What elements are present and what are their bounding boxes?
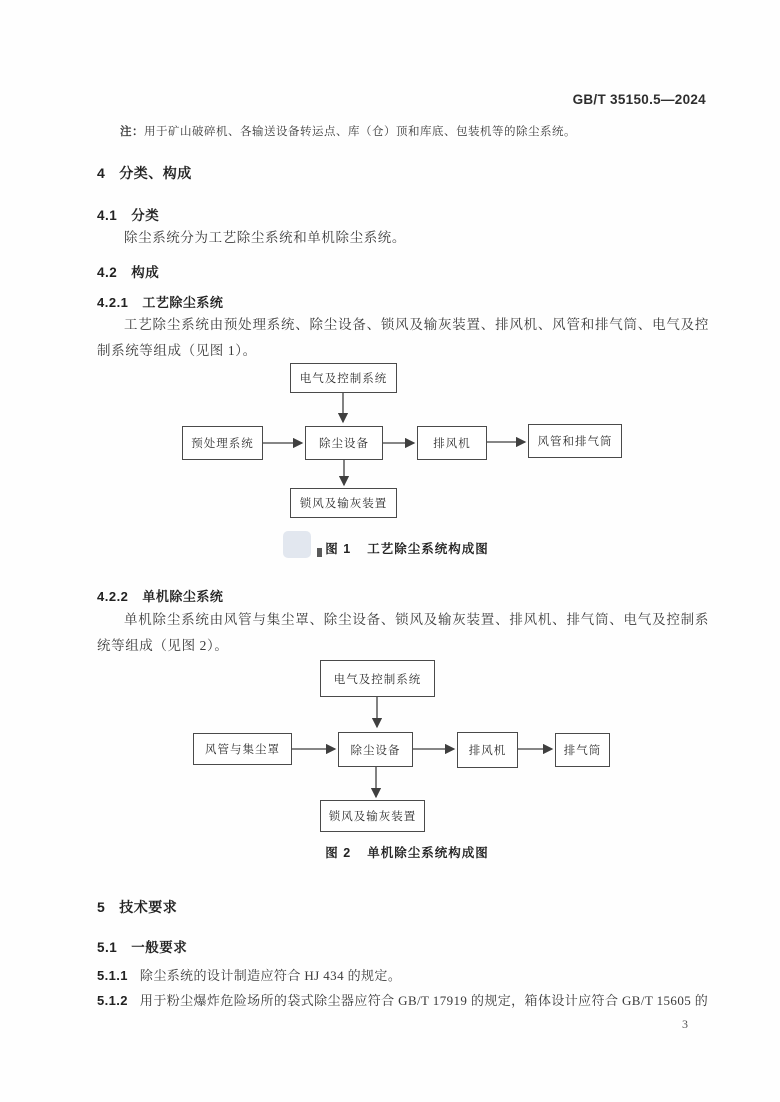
figure1-node-dust-collector: 除尘设备 (305, 426, 383, 460)
figure2-node-airlock-ash: 锁风及输灰装置 (320, 800, 425, 832)
heading-5 (97, 897, 177, 917)
heading-4-1-title: 分类 (131, 208, 160, 223)
figure2-node-control-system: 电气及控制系统 (320, 660, 435, 697)
heading-4-2-1 (97, 292, 223, 311)
figure1-node-pretreatment: 预处理系统 (182, 426, 263, 460)
heading-5-1-title: 一般要求 (131, 940, 188, 955)
clause-5-1-1 (97, 963, 713, 988)
heading-4-2 (97, 261, 159, 281)
heading-4-2-1-title: 工艺除尘系统 (142, 295, 224, 310)
note-label: 注： (120, 126, 144, 138)
clause-5-1-1-text: 除尘系统的设计制造应符合 HJ 434 的规定。 (139, 968, 402, 983)
heading-4-title: 分类、构成 (119, 165, 192, 181)
figure2-node-dust-collector: 除尘设备 (338, 732, 413, 767)
heading-5-1-number: 5.1 (97, 940, 118, 955)
clause-5-1-2-text: 用于粉尘爆炸危险场所的袋式除尘器应符合 GB/T 17919 的规定，箱体设计应符合 GB/T 15605 的 (139, 993, 709, 1008)
clause-5-1-2 (97, 988, 713, 1013)
figure2-diagram (150, 655, 650, 835)
heading-4-2-1-number: 4.2.1 (97, 295, 129, 310)
heading-4-2-2-number: 4.2.2 (97, 589, 129, 604)
clause-5-1-2-number: 5.1.2 (97, 993, 128, 1008)
figure2-node-exhaust-fan: 排风机 (457, 732, 518, 768)
heading-4-2-2-title: 单机除尘系统 (142, 589, 224, 604)
figure1-node-exhaust-fan: 排风机 (417, 426, 487, 460)
figure1-diagram (150, 360, 650, 520)
heading-5-number: 5 (97, 899, 106, 915)
figure2-caption-title: 单机除尘系统构成图 (367, 846, 489, 860)
figure2-caption-label: 图 2 (325, 846, 352, 860)
heading-4-number: 4 (97, 165, 106, 181)
page-number: 3 (682, 1017, 688, 1031)
heading-4-2-number: 4.2 (97, 265, 118, 280)
figure2-caption (97, 843, 717, 861)
para-4-2-1: 工艺除尘系统由预处理系统、除尘设备、锁风及输灰装置、排风机、风管和排气筒、电气及控制系统等组成（见图 1）。 (97, 317, 709, 358)
clause-5-1-1-number: 5.1.1 (97, 968, 128, 983)
figure2-node-stack: 排气筒 (555, 733, 610, 767)
heading-4-2-2 (97, 586, 223, 605)
heading-4-1 (97, 204, 159, 224)
note-text: 用于矿山破碎机、各输送设备转运点、库（仓）顶和库底、包装机等的除尘系统。 (144, 126, 576, 138)
heading-4-1-number: 4.1 (97, 208, 118, 223)
para-4-2-2: 单机除尘系统由风管与集尘罩、除尘设备、锁风及输灰装置、排风机、排气筒、电气及控制系统等组成（见图 2）。 (97, 612, 709, 653)
figure1-caption-label: 图 1 (325, 542, 352, 556)
heading-5-1 (97, 936, 187, 956)
figure1-node-duct-stack: 风管和排气筒 (528, 424, 622, 458)
para-4-1: 除尘系统分为工艺除尘系统和单机除尘系统。 (124, 230, 406, 245)
figure1-node-control-system: 电气及控制系统 (290, 363, 397, 393)
heading-5-title: 技术要求 (119, 899, 178, 915)
note-line (120, 123, 680, 139)
figure1-node-airlock-ash: 锁风及输灰装置 (290, 488, 397, 518)
figure2-node-duct-hood: 风管与集尘罩 (193, 733, 292, 765)
heading-4-2-title: 构成 (131, 265, 160, 280)
figure1-caption-title: 工艺除尘系统构成图 (367, 542, 489, 556)
heading-4 (97, 163, 192, 183)
figure1-caption (97, 539, 717, 557)
doc-number: GB/T 35150.5—2024 (572, 92, 706, 107)
